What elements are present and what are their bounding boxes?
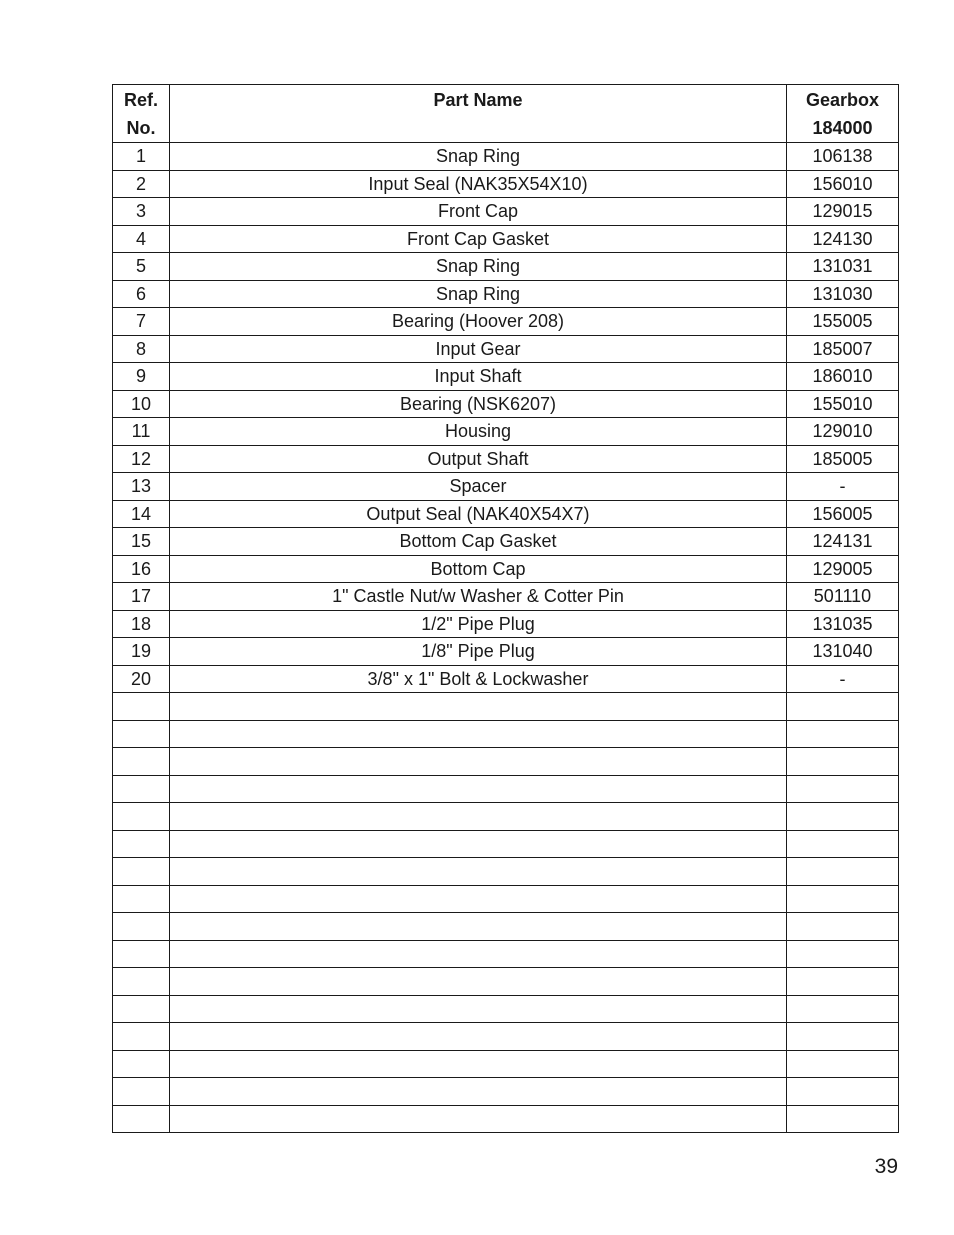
ref-no-cell: 19 xyxy=(113,638,170,666)
part-number-cell: 129015 xyxy=(787,198,899,226)
part-name-cell xyxy=(170,858,787,886)
ref-no-cell xyxy=(113,720,170,748)
header-gearbox-line1: Gearbox xyxy=(805,90,880,110)
ref-no-cell: 1 xyxy=(113,143,170,171)
header-ref-line2: No. xyxy=(126,118,156,138)
part-number-cell: - xyxy=(787,665,899,693)
part-name-cell xyxy=(170,1050,787,1078)
part-number-cell: 124131 xyxy=(787,528,899,556)
part-number-cell: 129005 xyxy=(787,555,899,583)
part-name-cell: Bottom Cap xyxy=(170,555,787,583)
part-name-cell xyxy=(170,995,787,1023)
ref-no-cell xyxy=(113,885,170,913)
ref-no-cell xyxy=(113,1105,170,1133)
ref-no-cell xyxy=(113,775,170,803)
part-number-cell: 124130 xyxy=(787,225,899,253)
part-number-cell: 131040 xyxy=(787,638,899,666)
part-name-cell: Front Cap xyxy=(170,198,787,226)
part-name-cell xyxy=(170,1023,787,1051)
table-row xyxy=(113,693,899,721)
table-row xyxy=(113,803,899,831)
parts-table xyxy=(112,84,899,1133)
parts-table-header xyxy=(113,85,899,143)
table-row xyxy=(113,363,899,391)
part-number-cell xyxy=(787,803,899,831)
table-row xyxy=(113,308,899,336)
part-name-cell: Output Shaft xyxy=(170,445,787,473)
ref-no-cell: 4 xyxy=(113,225,170,253)
part-number-cell: 155010 xyxy=(787,390,899,418)
part-name-cell xyxy=(170,940,787,968)
part-name-cell: Front Cap Gasket xyxy=(170,225,787,253)
table-row xyxy=(113,445,899,473)
part-name-cell: 1/8" Pipe Plug xyxy=(170,638,787,666)
table-row xyxy=(113,720,899,748)
ref-no-cell xyxy=(113,748,170,776)
table-row xyxy=(113,940,899,968)
table-row xyxy=(113,830,899,858)
table-row xyxy=(113,1078,899,1106)
part-number-cell xyxy=(787,830,899,858)
ref-no-cell: 2 xyxy=(113,170,170,198)
ref-no-cell: 20 xyxy=(113,665,170,693)
ref-no-cell: 17 xyxy=(113,583,170,611)
ref-no-cell xyxy=(113,803,170,831)
part-number-cell xyxy=(787,1105,899,1133)
part-name-cell xyxy=(170,1078,787,1106)
part-number-cell xyxy=(787,693,899,721)
ref-no-cell: 5 xyxy=(113,253,170,281)
part-number-cell xyxy=(787,940,899,968)
part-number-cell xyxy=(787,995,899,1023)
table-row xyxy=(113,473,899,501)
table-row xyxy=(113,858,899,886)
table-row xyxy=(113,280,899,308)
table-row xyxy=(113,225,899,253)
ref-no-cell xyxy=(113,1023,170,1051)
header-gearbox xyxy=(787,85,899,143)
ref-no-cell: 3 xyxy=(113,198,170,226)
header-gearbox-line2: 184000 xyxy=(812,118,873,138)
part-name-cell xyxy=(170,913,787,941)
part-name-cell: Input Shaft xyxy=(170,363,787,391)
part-number-cell: 155005 xyxy=(787,308,899,336)
part-number-cell: 156005 xyxy=(787,500,899,528)
table-row xyxy=(113,253,899,281)
table-row xyxy=(113,968,899,996)
header-row xyxy=(113,85,899,143)
part-name-cell: Bearing (Hoover 208) xyxy=(170,308,787,336)
ref-no-cell: 6 xyxy=(113,280,170,308)
part-number-cell: 129010 xyxy=(787,418,899,446)
ref-no-cell: 7 xyxy=(113,308,170,336)
part-name-cell xyxy=(170,775,787,803)
table-row xyxy=(113,995,899,1023)
table-row xyxy=(113,583,899,611)
table-row xyxy=(113,528,899,556)
part-number-cell xyxy=(787,968,899,996)
table-row xyxy=(113,748,899,776)
ref-no-cell xyxy=(113,913,170,941)
part-name-cell: Bearing (NSK6207) xyxy=(170,390,787,418)
part-name-cell: 1" Castle Nut/w Washer & Cotter Pin xyxy=(170,583,787,611)
part-name-cell: Input Seal (NAK35X54X10) xyxy=(170,170,787,198)
part-number-cell xyxy=(787,913,899,941)
header-part-name xyxy=(170,85,787,143)
table-row xyxy=(113,198,899,226)
table-row xyxy=(113,665,899,693)
table-row xyxy=(113,885,899,913)
ref-no-cell xyxy=(113,995,170,1023)
ref-no-cell: 18 xyxy=(113,610,170,638)
ref-no-cell xyxy=(113,1078,170,1106)
part-name-cell: 1/2" Pipe Plug xyxy=(170,610,787,638)
table-row xyxy=(113,1023,899,1051)
part-number-cell: 186010 xyxy=(787,363,899,391)
table-row xyxy=(113,555,899,583)
table-row xyxy=(113,418,899,446)
part-name-cell xyxy=(170,1105,787,1133)
part-number-cell: 131031 xyxy=(787,253,899,281)
table-row xyxy=(113,335,899,363)
ref-no-cell: 9 xyxy=(113,363,170,391)
part-number-cell xyxy=(787,748,899,776)
part-number-cell: 131035 xyxy=(787,610,899,638)
ref-no-cell xyxy=(113,1050,170,1078)
ref-no-cell: 14 xyxy=(113,500,170,528)
ref-no-cell: 13 xyxy=(113,473,170,501)
part-number-cell: 131030 xyxy=(787,280,899,308)
part-name-cell xyxy=(170,720,787,748)
header-part-name-label: Part Name xyxy=(433,90,523,110)
part-name-cell: 3/8" x 1" Bolt & Lockwasher xyxy=(170,665,787,693)
table-row xyxy=(113,390,899,418)
table-row xyxy=(113,1105,899,1133)
part-number-cell xyxy=(787,1078,899,1106)
part-number-cell xyxy=(787,1050,899,1078)
ref-no-cell: 12 xyxy=(113,445,170,473)
part-number-cell: 185005 xyxy=(787,445,899,473)
table-row xyxy=(113,500,899,528)
table-row xyxy=(113,638,899,666)
ref-no-cell: 11 xyxy=(113,418,170,446)
part-number-cell xyxy=(787,720,899,748)
part-name-cell: Input Gear xyxy=(170,335,787,363)
part-name-cell: Snap Ring xyxy=(170,143,787,171)
page-number: 39 xyxy=(874,1155,898,1178)
header-ref-line1: Ref. xyxy=(123,90,158,110)
table-row xyxy=(113,775,899,803)
part-number-cell: 501110 xyxy=(787,583,899,611)
part-name-cell xyxy=(170,803,787,831)
table-row xyxy=(113,143,899,171)
ref-no-cell: 16 xyxy=(113,555,170,583)
part-number-cell xyxy=(787,775,899,803)
header-ref-no xyxy=(113,85,170,143)
table-row xyxy=(113,913,899,941)
part-name-cell: Spacer xyxy=(170,473,787,501)
table-row xyxy=(113,610,899,638)
part-name-cell xyxy=(170,748,787,776)
ref-no-cell xyxy=(113,858,170,886)
part-name-cell: Bottom Cap Gasket xyxy=(170,528,787,556)
part-number-cell: 106138 xyxy=(787,143,899,171)
ref-no-cell xyxy=(113,693,170,721)
ref-no-cell xyxy=(113,940,170,968)
part-number-cell: 156010 xyxy=(787,170,899,198)
part-number-cell xyxy=(787,1023,899,1051)
part-name-cell xyxy=(170,830,787,858)
part-name-cell: Housing xyxy=(170,418,787,446)
part-number-cell xyxy=(787,885,899,913)
ref-no-cell: 10 xyxy=(113,390,170,418)
part-name-cell xyxy=(170,968,787,996)
part-number-cell xyxy=(787,858,899,886)
table-row xyxy=(113,170,899,198)
part-name-cell: Output Seal (NAK40X54X7) xyxy=(170,500,787,528)
table-row xyxy=(113,1050,899,1078)
part-name-cell: Snap Ring xyxy=(170,280,787,308)
part-name-cell: Snap Ring xyxy=(170,253,787,281)
ref-no-cell: 8 xyxy=(113,335,170,363)
ref-no-cell: 15 xyxy=(113,528,170,556)
part-number-cell: 185007 xyxy=(787,335,899,363)
part-number-cell: - xyxy=(787,473,899,501)
parts-table-body xyxy=(113,143,899,1133)
part-name-cell xyxy=(170,693,787,721)
part-name-cell xyxy=(170,885,787,913)
ref-no-cell xyxy=(113,830,170,858)
ref-no-cell xyxy=(113,968,170,996)
